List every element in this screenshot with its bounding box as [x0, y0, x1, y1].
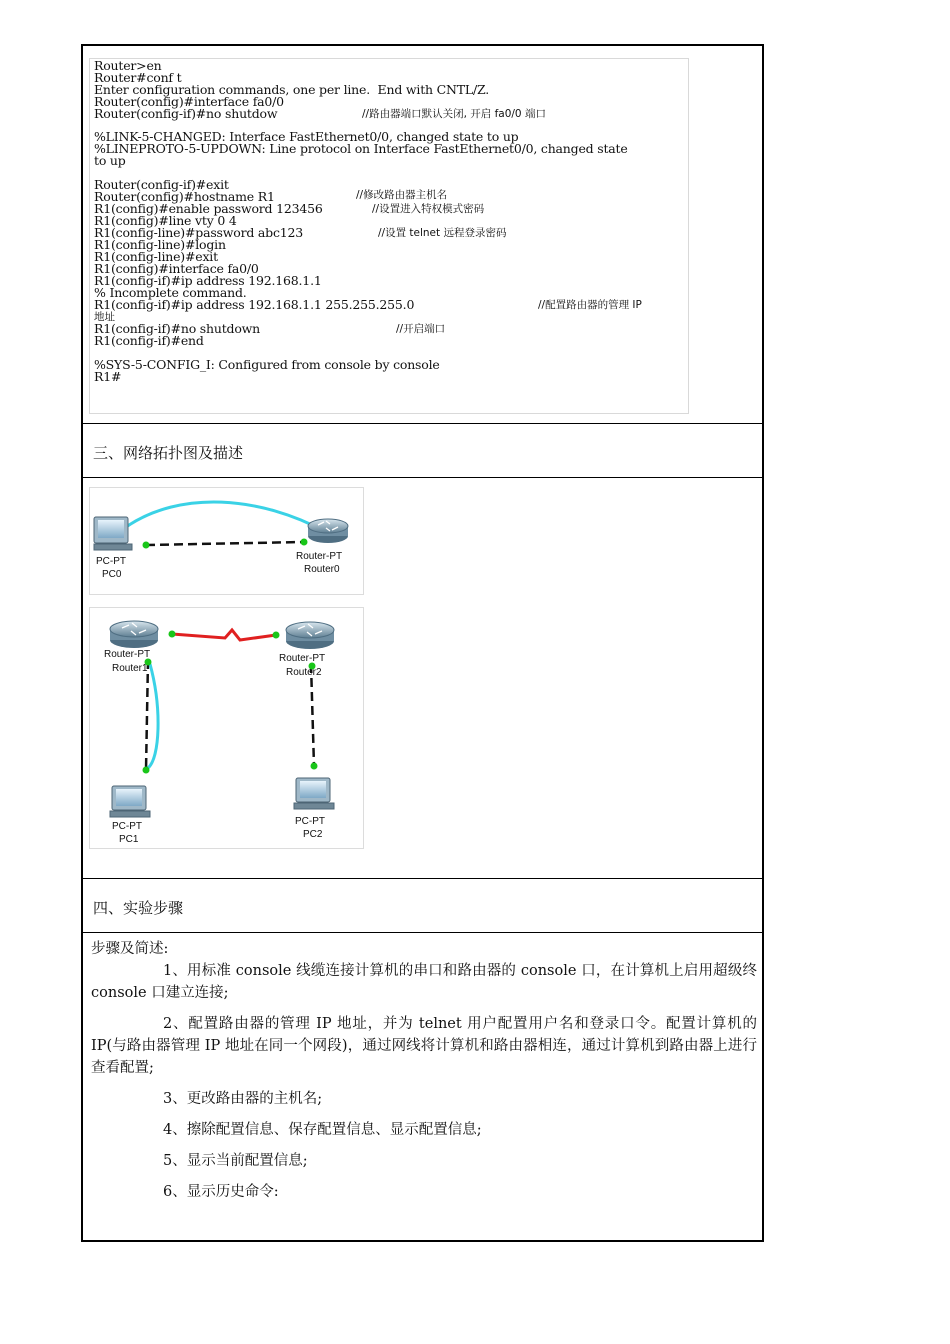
step-item: 6、显示历史命令:	[163, 1184, 279, 1200]
terminal-line: Router>en	[94, 58, 162, 73]
terminal-line: R1(config-line)#login	[94, 237, 226, 252]
step-item: 3、更改路由器的主机名;	[163, 1091, 323, 1107]
terminal-line: Router(config-if)#no shutdow	[94, 106, 278, 121]
step-item: 5、显示当前配置信息;	[163, 1153, 308, 1169]
topology-diagram-1	[89, 487, 364, 595]
port-led	[273, 632, 280, 639]
device-name-label: Router1	[112, 663, 148, 674]
terminal-screenshot	[89, 58, 689, 414]
pc-icon	[110, 786, 150, 817]
device-name-label: Router0	[304, 564, 340, 575]
console-cable	[148, 664, 158, 768]
terminal-line: R1(config)#line vty 0 4	[94, 213, 237, 228]
terminal-line: to up	[94, 153, 126, 168]
row-divider	[83, 878, 762, 879]
ethernet-cable	[146, 660, 148, 770]
router-icon	[110, 621, 158, 648]
terminal-line: Router(config)#interface fa0/0	[94, 94, 284, 109]
device-type-label: Router-PT	[279, 653, 326, 664]
device-type-label: Router-PT	[104, 649, 151, 660]
device-type-label: Router-PT	[296, 551, 343, 562]
port-led	[301, 539, 308, 546]
router-icon	[286, 622, 334, 649]
terminal-comment: //设置 telnet 远程登录密码	[378, 227, 507, 239]
terminal-line: R1(config)#enable password 123456	[94, 201, 323, 216]
terminal-comment: 地址	[94, 311, 115, 323]
section-title-topology: 三、网络拓扑图及描述	[93, 444, 244, 462]
terminal-line: %LINK-5-CHANGED: Interface FastEthernet0/0, changed state to up	[94, 129, 519, 144]
serial-cable	[172, 630, 276, 640]
device-type-label: PC-PT	[112, 821, 142, 832]
topology-diagram-2	[89, 607, 364, 849]
steps-body	[91, 938, 757, 1212]
device-type-label: PC-PT	[96, 556, 126, 567]
terminal-line: Router(config-if)#exit	[94, 177, 229, 192]
device-name-label: PC0	[102, 569, 122, 580]
device-name-label: Router2	[286, 667, 322, 678]
terminal-comment: //路由器端口默认关闭, 开启 fa0/0 端口	[362, 108, 546, 120]
router-icon	[308, 519, 348, 543]
port-led	[311, 763, 318, 770]
pc-icon	[294, 778, 334, 809]
terminal-line: % Incomplete command.	[94, 285, 247, 300]
step-item: 2、配置路由器的管理 IP 地址，并为 telnet 用户配置用户名和登录口令。配置计算机的 IP(与路由器管理 IP 地址在同一个网段)，通过网线将计算机和路由器相连，通过计算机到路由器上进行查看配置;	[91, 1016, 757, 1076]
steps-lead: 步骤及简述:	[91, 941, 169, 957]
port-led	[143, 542, 150, 549]
terminal-line: R1(config)#interface fa0/0	[94, 261, 259, 276]
terminal-comment: //配置路由器的管理 IP	[538, 299, 642, 311]
device-name-label: PC1	[119, 834, 139, 845]
terminal-line: R1(config-if)#ip address 192.168.1.1	[94, 273, 322, 288]
pc-icon	[94, 517, 132, 550]
row-divider	[83, 477, 762, 478]
section-title-steps: 四、实验步骤	[93, 899, 184, 917]
terminal-comment: //修改路由器主机名	[356, 189, 448, 201]
step-item: 1、用标准 console 线缆连接计算机的串口和路由器的 console 口，在计算机上启用超级终 console 口建立连接;	[91, 963, 757, 1001]
terminal-line: %LINEPROTO-5-UPDOWN: Line protocol on Interface FastEthernet0/0, changed state	[94, 141, 628, 156]
terminal-line: R1(config-if)#ip address 192.168.1.1 255.255.255.0	[94, 297, 415, 312]
step-item: 4、擦除配置信息、保存配置信息、显示配置信息;	[163, 1122, 482, 1138]
console-cable	[126, 502, 326, 532]
row-divider	[83, 932, 762, 933]
terminal-comment: //开启端口	[396, 323, 446, 335]
terminal-line: Router#conf t	[94, 70, 182, 85]
terminal-comment: //设置进入特权模式密码	[372, 203, 485, 215]
terminal-line: R1(config-if)#no shutdown	[94, 321, 261, 336]
port-led	[169, 631, 176, 638]
terminal-line: %SYS-5-CONFIG_I: Configured from console by console	[94, 357, 440, 372]
ethernet-cable	[311, 664, 314, 766]
device-type-label: PC-PT	[295, 816, 325, 827]
terminal-line: Enter configuration commands, one per line. End with CNTL/Z.	[94, 82, 490, 97]
terminal-line: R1(config-if)#end	[94, 333, 204, 348]
port-led	[143, 767, 150, 774]
device-name-label: PC2	[303, 829, 323, 840]
ethernet-cable	[146, 542, 304, 545]
row-divider	[83, 423, 762, 424]
terminal-line: R1#	[94, 369, 122, 384]
terminal-line: R1(config-line)#exit	[94, 249, 218, 264]
terminal-line: R1(config-line)#password abc123	[94, 225, 304, 240]
report-frame	[81, 44, 764, 1242]
terminal-line: Router(config)#hostname R1	[94, 189, 275, 204]
